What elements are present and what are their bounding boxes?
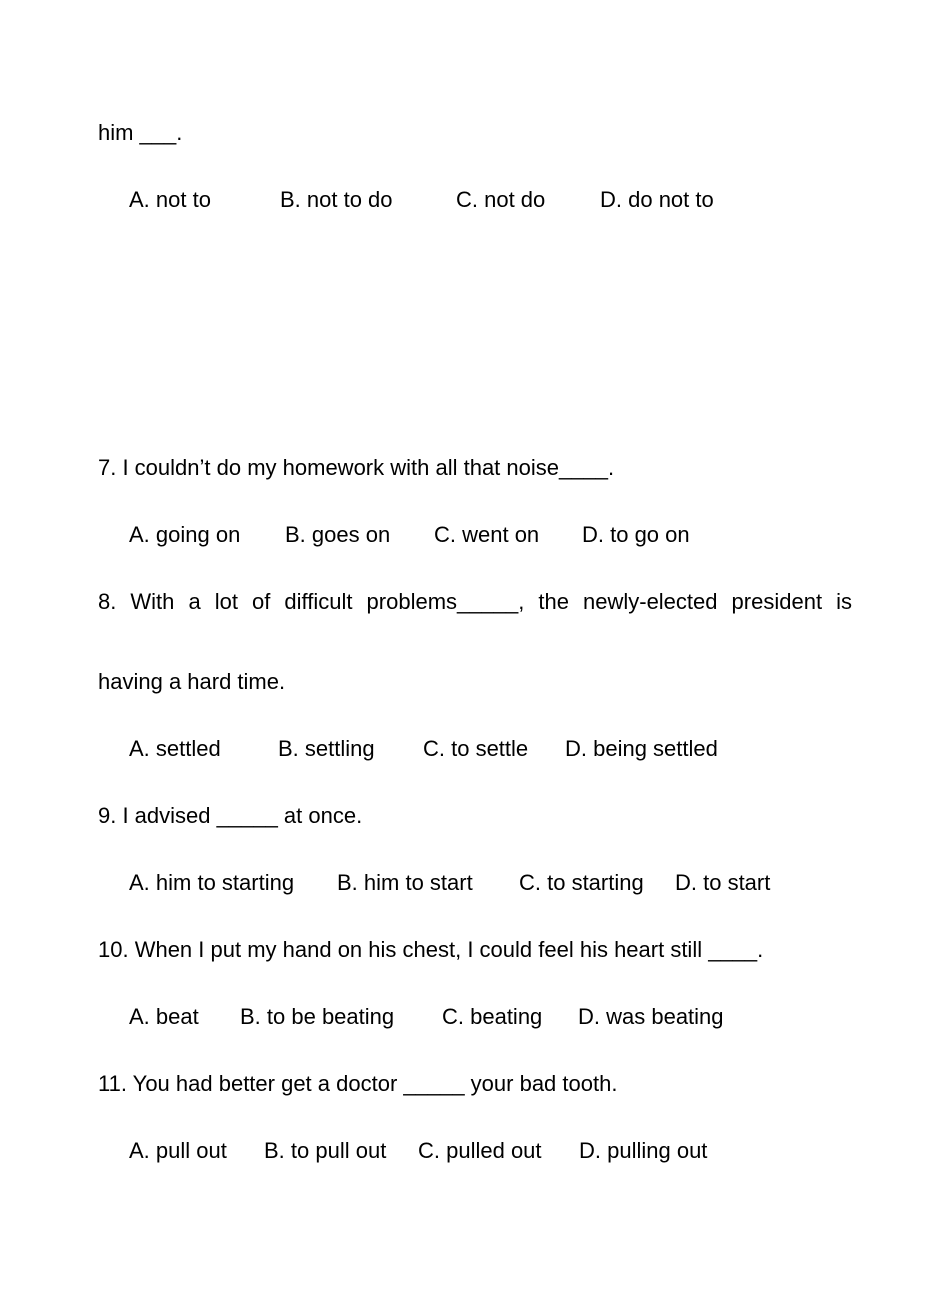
option-a: A. him to starting bbox=[129, 870, 295, 895]
question-10-stem: 10. When I put my hand on his chest, I could feel his heart still ____. bbox=[98, 937, 764, 962]
option-b: B. not to do bbox=[280, 187, 393, 212]
option-d: D. pulling out bbox=[579, 1138, 708, 1163]
option-b: B. to be beating bbox=[240, 1004, 395, 1029]
option-d: D. being settled bbox=[565, 736, 718, 761]
option-a: A. not to bbox=[129, 187, 211, 212]
question-6-stem: him ___. bbox=[98, 120, 183, 145]
question-8-stem-line-1: 8. With a lot of difficult problems_____, the newly-elected president is bbox=[98, 589, 852, 614]
option-b: B. goes on bbox=[285, 522, 391, 547]
option-d: D. do not to bbox=[600, 187, 714, 212]
option-b: B. settling bbox=[278, 736, 375, 761]
option-a: A. beat bbox=[129, 1004, 199, 1029]
option-c: C. pulled out bbox=[418, 1138, 542, 1163]
question-7-stem: 7. I couldn’t do my homework with all that noise____. bbox=[98, 455, 615, 480]
option-d: D. to start bbox=[675, 870, 771, 895]
question-9-stem: 9. I advised _____ at once. bbox=[98, 803, 363, 828]
option-a: A. pull out bbox=[129, 1138, 227, 1163]
option-c: C. beating bbox=[442, 1004, 543, 1029]
question-8-stem-line-2: having a hard time. bbox=[98, 669, 286, 694]
option-b: B. him to start bbox=[337, 870, 473, 895]
question-11-options bbox=[129, 1138, 708, 1268]
option-d: D. was beating bbox=[578, 1004, 724, 1029]
question-11-stem: 11. You had better get a doctor _____ your bad tooth. bbox=[98, 1071, 618, 1096]
option-a: A. settled bbox=[129, 736, 221, 761]
option-c: C. to settle bbox=[423, 736, 529, 761]
option-a: A. going on bbox=[129, 522, 241, 547]
option-c: C. to starting bbox=[519, 870, 644, 895]
option-c: C. went on bbox=[434, 522, 540, 547]
option-b: B. to pull out bbox=[264, 1138, 387, 1163]
option-d: D. to go on bbox=[582, 522, 690, 547]
question-6-options bbox=[129, 187, 714, 317]
option-c: C. not do bbox=[456, 187, 546, 212]
